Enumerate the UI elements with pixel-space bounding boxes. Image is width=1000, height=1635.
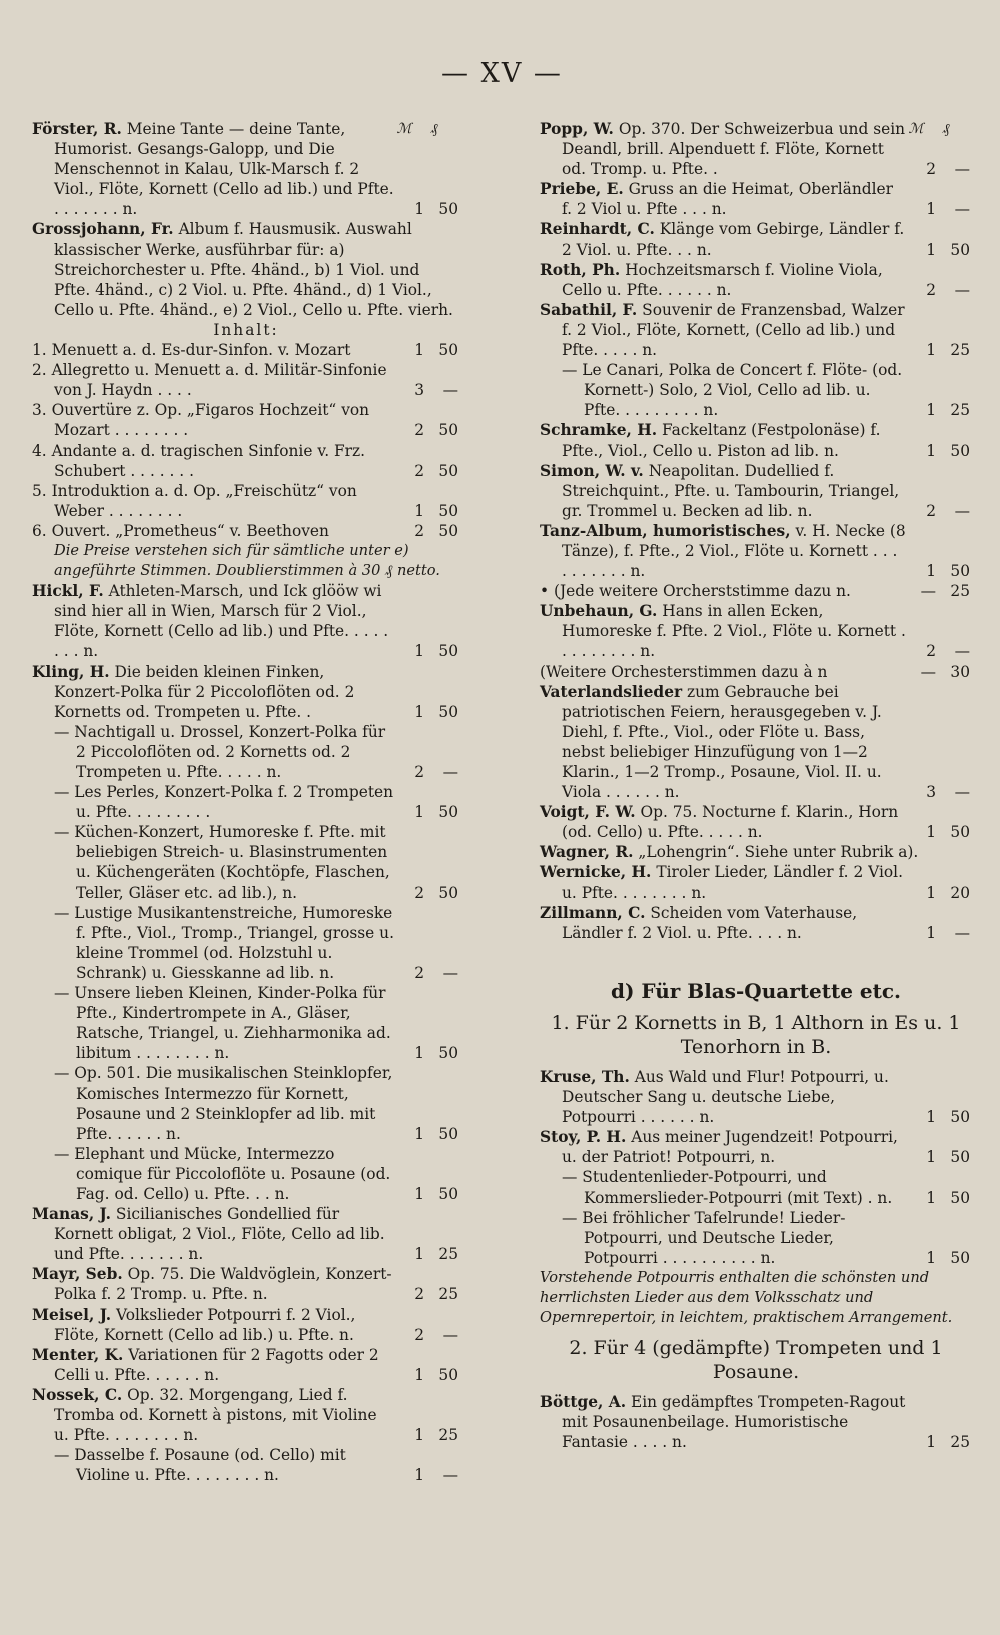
price-pfennig: 50 — [950, 1188, 970, 1207]
price — [398, 461, 460, 481]
price — [398, 1043, 460, 1063]
catalog-entry — [540, 1208, 972, 1268]
section-subheading: 1. Für 2 Kornetts in B, 1 Althorn in Es u. 1 Tenorhorn in B. — [551, 1011, 961, 1058]
price-mark: 1 — [414, 642, 424, 661]
currency-header — [908, 119, 972, 139]
price-pfennig: — — [442, 763, 458, 781]
price-mark: 1 — [926, 1108, 936, 1127]
price — [398, 963, 460, 983]
price-mark: 2 — [414, 963, 424, 982]
entry-description: — Elephant und Mücke, Intermezzo comique für Piccoloflöte u. Posaune (od. Fag. od. Cello) u. Pfte. . . n. — [54, 1144, 391, 1203]
price-mark: 2 — [414, 421, 424, 440]
catalog-entry — [32, 481, 460, 521]
price-mark: 1 — [414, 341, 424, 360]
price-mark: 1 — [414, 1184, 424, 1203]
composer-name: Popp, W. — [540, 120, 614, 138]
composer-name: Unbehaun, G. — [540, 602, 658, 621]
price-pfennig: — — [442, 1325, 458, 1344]
catalog-entry — [540, 119, 972, 179]
composer-name: Kruse, Th. — [540, 1067, 630, 1086]
catalog-entry — [540, 662, 972, 682]
price — [398, 1325, 460, 1345]
entry-description: 3. Ouvertüre z. Op. „Figaros Hochzeit“ von Mozart . . . . . . . . — [32, 401, 370, 440]
composer-name: Roth, Ph. — [540, 260, 621, 279]
catalog-entry — [32, 782, 460, 822]
price-mark: 2 — [926, 501, 936, 520]
price — [398, 521, 460, 541]
price-mark: 2 — [414, 1325, 424, 1344]
price — [910, 822, 972, 842]
catalog-entry — [32, 400, 460, 440]
price — [398, 1244, 460, 1264]
price-mark: 1 — [926, 1433, 936, 1452]
catalog-entry — [32, 340, 460, 360]
price-mark: 3 — [414, 381, 424, 400]
price-mark: 1 — [926, 401, 936, 420]
price — [910, 501, 972, 521]
price — [398, 199, 460, 219]
currency-mark: ℳ — [396, 121, 412, 137]
entry-description: (Weitere Orchesterstimmen dazu à n — [540, 662, 828, 681]
price-mark: 1 — [926, 441, 936, 460]
entry-description: „Lohengrin“. Siehe unter Rubrik a). — [638, 843, 919, 862]
price — [910, 883, 972, 903]
price-mark: 2 — [926, 280, 936, 299]
catalog-entry — [32, 360, 460, 400]
composer-name: Meisel, J. — [32, 1305, 112, 1324]
entry-description: 6. Ouvert. „Prometheus“ v. Beethoven — [32, 521, 329, 540]
price-pfennig: 50 — [438, 200, 458, 219]
price-pfennig: 50 — [438, 521, 458, 540]
price-mark: 1 — [414, 1365, 424, 1384]
composer-name: Manas, J. — [32, 1205, 111, 1224]
entry-description: Album f. Hausmusik. Auswahl klassischer Werke, ausführbar für: a) Streichorchester u. Pfte. 4händ., b) 1 Viol. und Pfte. 4händ., c) 2 Viol. u. Pfte. 4händ., d) 1 Viol., Cello u. Pfte. 4händ., e) 2 Viol., Cello u. Pfte. vierh. — [54, 220, 453, 319]
entry-description: Meine Tante — deine Tante, Humorist. Gesangs-Galopp, und Die Menschennot in Kalau, Ulk-Marsch f. 2 Viol., Flöte, Kornett (Cello ad lib.) und Pfte. . . . . . . . n. — [54, 120, 394, 219]
price-pfennig: — — [442, 963, 458, 982]
composer-name: Tanz-Album, humoristisches, — [540, 521, 791, 540]
entry-description: Aus Wald und Flur! Potpourri, u. Deutscher Sang u. deutsche Liebe, Potpourri . . . . . . n. — [562, 1067, 889, 1127]
catalog-entry — [540, 420, 972, 460]
price-mark: 1 — [926, 562, 936, 581]
left-column — [32, 119, 460, 1485]
price-pfennig: — — [954, 783, 970, 802]
price — [910, 561, 972, 581]
price-mark: — — [920, 582, 936, 601]
composer-name: Priebe, E. — [540, 180, 624, 199]
catalog-entry — [32, 581, 460, 661]
price-pfennig: 25 — [438, 1245, 458, 1264]
price — [910, 641, 972, 661]
price-pfennig: 50 — [438, 1365, 458, 1384]
entry-description: — Küchen-Konzert, Humoreske f. Pfte. mit beliebigen Streich- u. Blasinstrumenten u. Küchengeräten (Kochtöpfe, Flaschen, Teller, Gläser etc. ad lib.), n. — [54, 823, 390, 902]
composer-name: Hickl, F. — [32, 582, 104, 601]
price-pfennig: 25 — [950, 401, 970, 420]
price — [398, 1465, 460, 1485]
price-pfennig: 50 — [438, 1044, 458, 1063]
composer-name: Menter, K. — [32, 1345, 124, 1364]
price-mark: 2 — [414, 521, 424, 540]
entry-description: Hans in allen Ecken, Humoreske f. Pfte. 2 Viol., Flöte u. Kornett . . . . . . . . . n. — [562, 602, 906, 661]
catalog-entry — [32, 1204, 460, 1264]
contents-label: Inhalt: — [213, 320, 279, 339]
catalog-entry — [540, 1167, 972, 1207]
composer-name: Stoy, P. H. — [540, 1128, 627, 1147]
catalog-entry — [32, 119, 460, 219]
composer-name: Vaterlandslieder — [540, 682, 683, 701]
price — [398, 1425, 460, 1445]
price — [910, 662, 972, 682]
catalog-entry — [540, 461, 972, 521]
price-mark: 1 — [414, 1426, 424, 1445]
entry-description: — Les Perles, Konzert-Polka f. 2 Trompeten u. Pfte. . . . . . . . . — [54, 783, 394, 822]
catalog-entry — [540, 581, 972, 601]
composer-name: Reinhardt, C. — [540, 220, 655, 239]
catalog-entry — [540, 219, 972, 259]
price-pfennig: — — [954, 501, 970, 520]
composer-name: Wagner, R. — [540, 843, 634, 862]
price-pfennig: 50 — [950, 1148, 970, 1167]
catalog-entry — [540, 842, 972, 862]
entry-description: zum Gebrauche bei patriotischen Feiern, herausgegeben v. J. Diehl, f. Pfte., Viol., oder Flöte u. Bass, nebst beliebiger Hinzufügung von 1—2 Klarin., 1—2 Tromp., Posaune, Viol. II. u. Viola . . . . . . n. — [562, 682, 882, 802]
price — [910, 159, 972, 179]
entry-description: — Unsere lieben Kleinen, Kinder-Polka für Pfte., Kindertrompete in A., Gläser, Ratsche, Triangel, u. Ziehharmonika ad. libitum . . . . . . . . n. — [54, 984, 391, 1063]
price-pfennig: 25 — [950, 341, 970, 360]
entry-description: — Nachtigall u. Drossel, Konzert-Polka für 2 Piccoloflöten od. 2 Kornetts od. 2 Trompeten u. Pfte. . . . . n. — [54, 722, 386, 781]
price-pfennig: 25 — [438, 1285, 458, 1304]
price-pfennig: 50 — [438, 1184, 458, 1203]
price-mark: 1 — [926, 341, 936, 360]
price — [910, 340, 972, 360]
entry-description: Gruss an die Heimat, Oberländler f. 2 Viol u. Pfte . . . n. — [562, 180, 893, 219]
price-mark: 2 — [926, 642, 936, 661]
entry-description: 4. Andante a. d. tragischen Sinfonie v. Frz. Schubert . . . . . . . — [32, 441, 366, 480]
entry-description: Op. 32. Morgengang, Lied f. Tromba od. Kornett à pistons, mit Violine u. Pfte. . . . . . . . n. — [54, 1385, 377, 1445]
price-pfennig: 25 — [438, 1426, 458, 1445]
price-note: Vorstehende Potpourris enthalten die schönsten und herrlichsten Lieder aus dem Volksschatz und Opernrepertoir, in leichtem, praktischem Arrangement. — [540, 1268, 953, 1327]
price — [910, 782, 972, 802]
catalog-entry — [32, 822, 460, 902]
price — [398, 702, 460, 722]
price — [398, 1284, 460, 1304]
composer-name: Simon, W. v. — [540, 461, 644, 480]
entry-description: 2. Allegretto u. Menuett a. d. Militär-Sinfonie von J. Haydn . . . . — [32, 361, 387, 400]
entry-description: — Dasselbe f. Posaune (od. Cello) mit Violine u. Pfte. . . . . . . . n. — [54, 1446, 346, 1485]
price-mark: 1 — [926, 240, 936, 259]
price-mark: 2 — [414, 1285, 424, 1304]
price-pfennig: — — [954, 642, 970, 661]
catalog-entry — [32, 903, 460, 983]
price — [910, 441, 972, 461]
entry-description: • (Jede weitere Orcherststimme dazu n. — [540, 582, 851, 601]
composer-name: Voigt, F. W. — [540, 803, 636, 822]
price-pfennig: 50 — [950, 240, 970, 259]
catalog-entry — [540, 1067, 972, 1127]
price-mark: 2 — [926, 160, 936, 179]
price — [398, 883, 460, 903]
composer-name: Schramke, H. — [540, 421, 658, 440]
entry-description: — Le Canari, Polka de Concert f. Flöte- (od. Kornett-) Solo, 2 Viol, Cello ad lib. u. Pfte. . . . . . . . . n. — [562, 361, 903, 420]
price-pfennig: 50 — [438, 461, 458, 480]
entry-description: Neapolitan. Dudellied f. Streichquint., Pfte. u. Tambourin, Triangel, gr. Trommel u. Becken ad lib. n. — [562, 461, 900, 520]
catalog-entry — [32, 1305, 460, 1345]
entry-description: — Lustige Musikantenstreiche, Humoreske f. Pfte., Viol., Tromp., Triangel, grosse u. kleine Trommel (od. Holzstuhl u. Schrank) u. Giesskanne ad lib. n. — [54, 903, 394, 982]
catalog-entry — [540, 260, 972, 300]
entry-description: Hochzeitsmarsch f. Violine Viola, Cello u. Pfte. . . . . . n. — [562, 260, 883, 299]
price — [910, 1432, 972, 1452]
catalog-entry — [32, 1445, 460, 1485]
price-pfennig: 30 — [950, 662, 970, 681]
composer-name: Mayr, Seb. — [32, 1265, 123, 1284]
price-mark: 1 — [926, 923, 936, 942]
price-pfennig: 50 — [438, 642, 458, 661]
catalog-entry — [32, 1144, 460, 1204]
price-mark: 2 — [414, 763, 424, 781]
catalog-entry — [540, 360, 972, 420]
price-mark: — — [920, 662, 936, 681]
entry-description: Variationen für 2 Fagotts oder 2 Celli u. Pfte. . . . . . n. — [54, 1345, 379, 1384]
entry-description: Tiroler Lieder, Ländler f. 2 Viol. u. Pfte. . . . . . . . n. — [562, 863, 903, 902]
price-mark: 1 — [926, 1148, 936, 1167]
entry-description: Sicilianisches Gondellied für Kornett obligat, 2 Viol., Flöte, Cello ad lib. und Pfte. . . . . . . n. — [54, 1205, 385, 1264]
price-pfennig: 50 — [950, 562, 970, 581]
entry-description: Athleten-Marsch, und Ick glööw wi sind hier all in Wien, Marsch für 2 Viol., Flöte, Kornett (Cello ad lib.) und Pfte. . . . . . . . n. — [54, 582, 389, 661]
price-pfennig: 50 — [438, 803, 458, 822]
entry-description: 1. Menuett a. d. Es-dur-Sinfon. v. Mozart — [32, 341, 351, 360]
price-mark: 1 — [926, 883, 936, 902]
currency-mark: ℳ — [908, 121, 924, 137]
price — [398, 380, 460, 400]
catalog-entry — [32, 219, 460, 319]
catalog-entry — [540, 903, 972, 943]
price-mark: 1 — [414, 702, 424, 721]
currency-header — [396, 119, 460, 139]
price-mark: 1 — [414, 1466, 424, 1485]
currency-pfennig: ₰ — [430, 121, 438, 137]
price-pfennig: 50 — [950, 441, 970, 460]
price-mark: 1 — [926, 1248, 936, 1267]
price — [910, 240, 972, 260]
catalog-entry — [32, 1063, 460, 1143]
entry-description: — Bei fröhlicher Tafelrunde! Lieder-Potpourri, und Deutsche Lieder, Potpourri . . . . . . . . . . n. — [562, 1208, 846, 1267]
catalog-entry — [32, 722, 460, 782]
price-pfennig: 50 — [950, 823, 970, 842]
entry-description: Fackeltanz (Festpolonäse) f. Pfte., Viol., Cello u. Piston ad lib. n. — [562, 421, 881, 460]
section-heading: d) Für Blas-Quartette etc. — [610, 978, 901, 1003]
price — [910, 1107, 972, 1127]
catalog-entry — [540, 601, 972, 661]
price-mark: 1 — [414, 200, 424, 219]
entry-description: Ein gedämpftes Trompeten-Ragout mit Posaunenbeilage. Humoristische Fantasie . . . . n. — [562, 1393, 906, 1452]
composer-name: Kling, H. — [32, 662, 110, 681]
price — [398, 802, 460, 822]
price — [910, 199, 972, 219]
catalog-entry — [540, 521, 972, 581]
price-mark: 1 — [414, 1245, 424, 1264]
catalog-entry — [32, 441, 460, 481]
entry-description: Klänge vom Gebirge, Ländler f. 2 Viol. u. Pfte. . . n. — [562, 220, 905, 259]
composer-name: Zillmann, C. — [540, 903, 646, 922]
price — [398, 762, 460, 782]
catalog-entry — [540, 179, 972, 219]
catalog-entry — [32, 1345, 460, 1385]
catalog-entry — [540, 1127, 972, 1167]
catalog-entry — [32, 1385, 460, 1445]
price-pfennig: 50 — [438, 702, 458, 721]
price-mark: 1 — [414, 803, 424, 822]
composer-name: Wernicke, H. — [540, 863, 652, 882]
price-pfennig: — — [442, 381, 458, 400]
catalog-entry — [540, 300, 972, 360]
catalog-entry — [540, 682, 972, 803]
composer-name: Grossjohann, Fr. — [32, 220, 174, 239]
price — [910, 1147, 972, 1167]
catalog-entry — [32, 662, 460, 722]
catalog-entry — [32, 983, 460, 1063]
price-pfennig: — — [954, 200, 970, 219]
price-mark: 2 — [414, 461, 424, 480]
price-mark: 2 — [414, 883, 424, 902]
right-column — [540, 119, 972, 1485]
price — [910, 1188, 972, 1208]
entry-description: Aus meiner Jugendzeit! Potpourri, u. der Patriot! Potpourri, n. — [562, 1128, 898, 1167]
composer-name: Förster, R. — [32, 120, 122, 138]
entry-description: Volkslieder Potpourri f. 2 Viol., Flöte, Kornett (Cello ad lib.) u. Pfte. n. — [54, 1305, 356, 1344]
price-pfennig: 50 — [438, 1124, 458, 1143]
catalog-entry — [540, 802, 972, 842]
entry-description: Scheiden vom Vaterhause, Ländler f. 2 Viol. u. Pfte. . . . n. — [562, 903, 858, 942]
price-mark: 1 — [926, 200, 936, 219]
price-pfennig: 20 — [950, 883, 970, 902]
price-mark: 1 — [414, 1044, 424, 1063]
catalog-entry — [32, 1264, 460, 1304]
entry-description: Op. 75. Die Waldvöglein, Konzert-Polka f. 2 Tromp. u. Pfte. n. — [54, 1265, 392, 1304]
entry-description: Souvenir de Franzensbad, Walzer f. 2 Viol., Flöte, Kornett, (Cello ad lib.) und Pfte. . . . . n. — [562, 300, 905, 360]
composer-name: Nossek, C. — [32, 1385, 123, 1404]
price — [910, 1248, 972, 1268]
price — [398, 420, 460, 440]
entry-description: — Op. 501. Die musikalischen Steinklopfer, Komisches Intermezzo für Kornett, Posaune und 2 Steinklopfer ad lib. mit Pfte. . . . . . n. — [54, 1064, 393, 1143]
catalog-entry — [32, 521, 460, 541]
entry-description: — Studentenlieder-Potpourri, und Kommerslieder-Potpourri (mit Text) . n. — [562, 1168, 893, 1207]
price — [398, 1184, 460, 1204]
price-pfennig: — — [442, 1466, 458, 1485]
composer-name: Sabathil, F. — [540, 300, 638, 319]
page-number: — XV — — [441, 58, 563, 89]
price-pfennig: — — [954, 923, 970, 942]
price-mark: 1 — [926, 1188, 936, 1207]
price — [398, 501, 460, 521]
price-pfennig: 50 — [950, 1248, 970, 1267]
price-mark: 3 — [926, 783, 936, 802]
price — [910, 280, 972, 300]
entry-description: Op. 75. Nocturne f. Klarin., Horn (od. Cello) u. Pfte. . . . . n. — [562, 803, 899, 842]
section-subheading: 2. Für 4 (gedämpfte) Trompeten und 1 Posaune. — [569, 1337, 943, 1384]
price-pfennig: — — [954, 160, 970, 179]
price — [910, 581, 972, 601]
price — [398, 1124, 460, 1144]
composer-name: Böttge, A. — [540, 1393, 627, 1412]
catalog-entry — [540, 862, 972, 902]
price-pfennig: 50 — [438, 501, 458, 520]
price-mark: 1 — [414, 501, 424, 520]
catalog-entry — [540, 1392, 972, 1452]
price-note: Die Preise verstehen sich für sämtliche unter e) angeführte Stimmen. Doublierstimmen à 30 ₰ netto. — [54, 541, 440, 580]
price — [910, 400, 972, 420]
entry-description: 5. Introduktion a. d. Op. „Freischütz“ von Weber . . . . . . . . — [32, 481, 357, 520]
price-pfennig: 25 — [950, 1433, 970, 1452]
entry-description: Die beiden kleinen Finken, Konzert-Polka für 2 Piccoloflöten od. 2 Kornetts od. Trompeten u. Pfte. . — [54, 662, 355, 721]
entry-description: Op. 370. Der Schweizerbua und sein Deandl, brill. Alpenduett f. Flöte, Kornett od. Tromp. u. Pfte. . — [562, 120, 906, 179]
price — [398, 1365, 460, 1385]
price-mark: 1 — [414, 1124, 424, 1143]
price-pfennig: 50 — [438, 341, 458, 360]
price-pfennig: 50 — [950, 1108, 970, 1127]
price-pfennig: 50 — [438, 421, 458, 440]
price-pfennig: 25 — [950, 582, 970, 601]
price-pfennig: — — [954, 280, 970, 299]
price-mark: 1 — [926, 823, 936, 842]
currency-pfennig: ₰ — [942, 121, 950, 137]
price — [398, 340, 460, 360]
price — [398, 641, 460, 661]
entry-description: v. H. Necke (8 Tänze), f. Pfte., 2 Viol., Flöte u. Kornett . . . . . . . . . . n. — [562, 521, 906, 581]
price-pfennig: 50 — [438, 883, 458, 902]
price — [910, 923, 972, 943]
